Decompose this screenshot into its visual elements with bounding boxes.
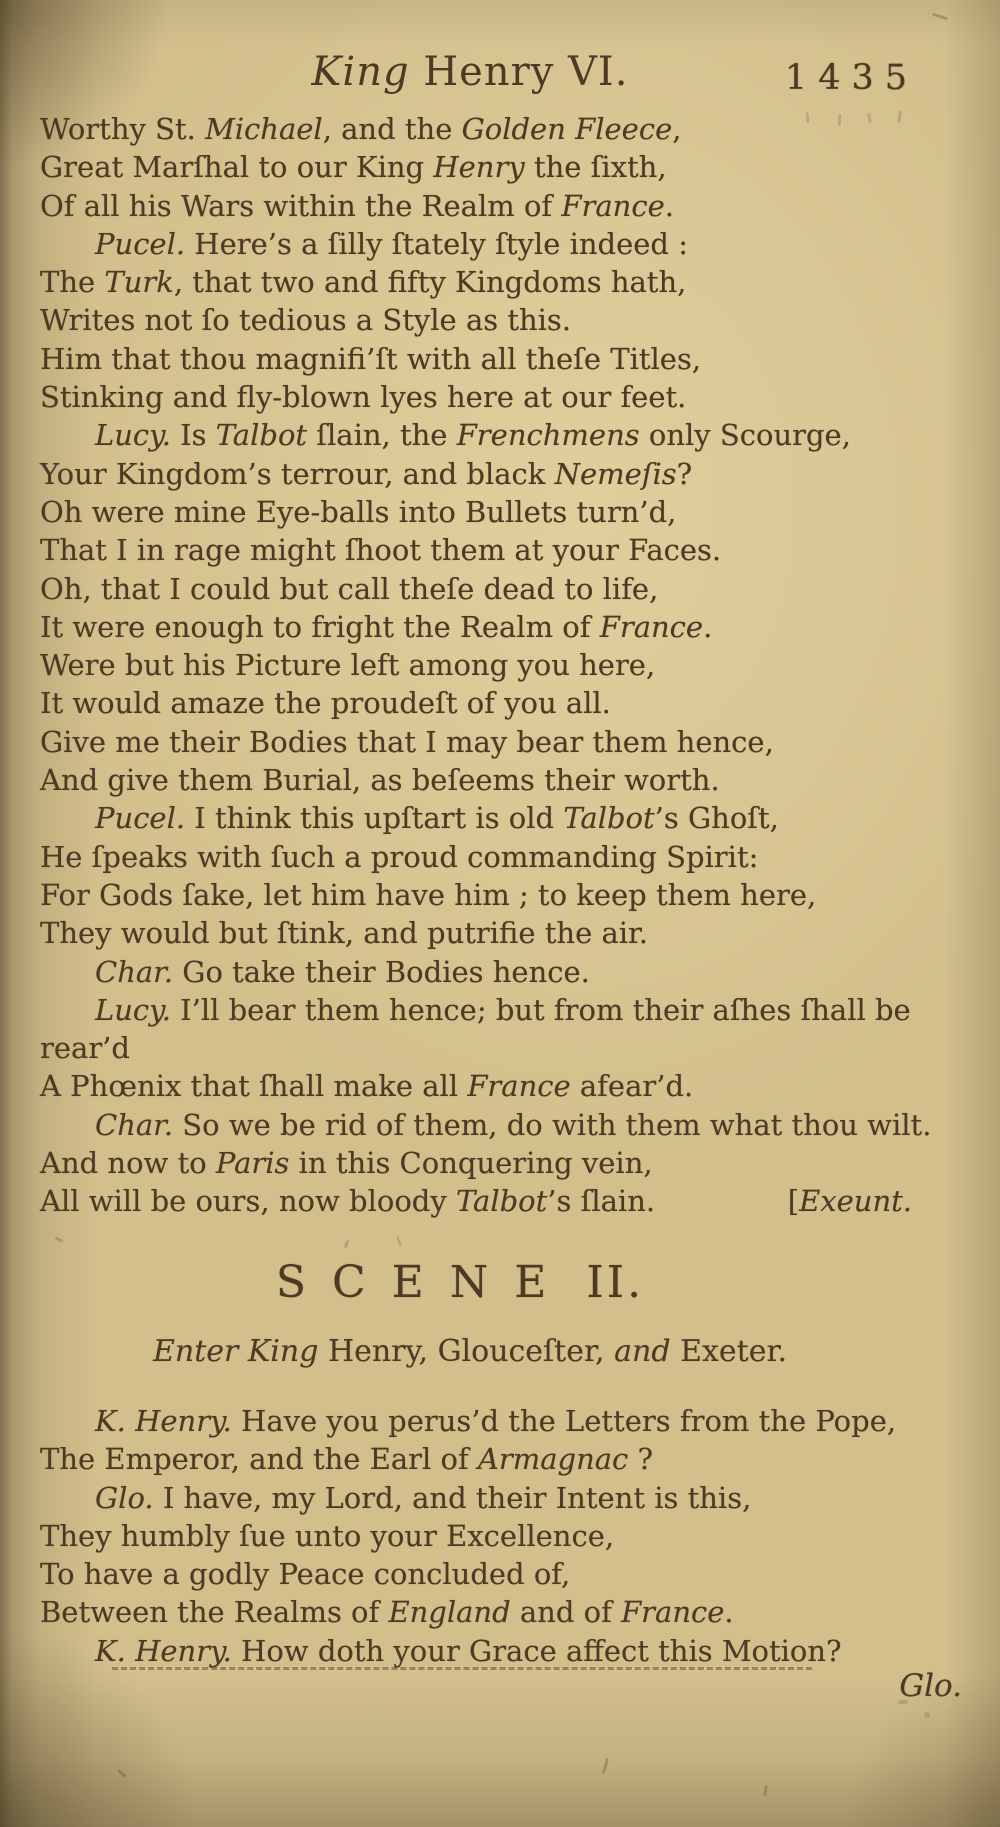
text-line xyxy=(40,799,940,837)
text-run: Stinking and fly-blown lyes here at our feet. xyxy=(40,380,687,415)
text-run: And now to xyxy=(40,1146,216,1181)
text-run: the ſixth, xyxy=(524,150,667,185)
italic-text-run: King xyxy=(311,49,424,95)
text-run: He ſpeaks with ſuch a proud commanding Spirit: xyxy=(40,839,759,874)
text-run: ſlain, the xyxy=(307,418,457,453)
italic-text-run: K. Henry. xyxy=(95,1404,232,1438)
text-run: Oh, that I could but call theſe dead to life, xyxy=(40,571,659,606)
text-line xyxy=(40,914,940,952)
text-line xyxy=(40,646,940,684)
italic-text-run: Talbot xyxy=(215,418,308,453)
text-run: ’s ſlain. xyxy=(547,1184,656,1219)
text-run: It would amaze the proudeſt of you all. xyxy=(40,686,611,721)
scene-heading xyxy=(0,1258,920,1308)
italic-text-run: Char. xyxy=(95,1107,174,1142)
italic-text-run: France xyxy=(599,609,704,644)
text-run: To have a godly Peace concluded of, xyxy=(40,1557,571,1592)
italic-text-run: Pucel. xyxy=(95,801,186,836)
text-run: Is xyxy=(170,418,216,453)
italic-text-run: K. Henry. xyxy=(95,1633,232,1668)
text-run: ’s Ghoſt, xyxy=(654,801,779,836)
catchword: Glo. xyxy=(899,1668,962,1704)
stage-direction xyxy=(0,1332,940,1372)
text-run: So we be rid of them, do with them what thou wilt. xyxy=(173,1107,932,1142)
text-run: I’ll bear them hence; but from their aſhes ſhall be xyxy=(170,992,911,1027)
italic-text-run: Armagnac xyxy=(477,1442,629,1477)
text-line xyxy=(40,1555,940,1593)
text-run: Henry, Glouceſter, xyxy=(327,1334,615,1369)
italic-text-run: Talbot xyxy=(455,1184,548,1219)
text-line xyxy=(40,1067,940,1105)
italic-text-run: Talbot xyxy=(563,801,655,836)
text-line xyxy=(40,991,940,1029)
text-run: A Phœnix that ſhall make all xyxy=(40,1069,468,1104)
text-run: Great Marſhal to our King xyxy=(40,150,434,185)
italic-text-run: Turk xyxy=(104,265,174,300)
text-run: . xyxy=(724,1595,734,1630)
text-run: The xyxy=(40,265,105,300)
text-line xyxy=(40,684,940,722)
italic-text-run: Paris xyxy=(215,1146,290,1181)
text-run: The Emperor, and the Earl of xyxy=(40,1442,478,1477)
text-run: Have you perus’d the Letters from the Pope, xyxy=(231,1404,897,1438)
italic-text-run: Pucel. xyxy=(95,226,186,261)
show-through-dashes xyxy=(112,1667,812,1670)
text-run: only Scourge, xyxy=(639,418,851,453)
text-line xyxy=(40,876,940,914)
text-run: Were but his Picture left among you here, xyxy=(40,648,656,683)
text-run: Of all his Wars within the Realm of xyxy=(40,188,562,223)
text-line xyxy=(40,1029,940,1067)
page-number: 1435 xyxy=(784,58,918,98)
ink-speck xyxy=(924,1712,930,1718)
italic-text-run: Frenchmens xyxy=(456,418,640,453)
text-line xyxy=(40,1593,940,1631)
text-line xyxy=(40,148,940,186)
text-run: All will be ours, now bloody xyxy=(40,1184,456,1219)
text-run: , that two and fifty Kingdoms hath, xyxy=(173,265,687,300)
text-run: , and the xyxy=(322,112,462,146)
text-line xyxy=(40,493,940,531)
text-run: They humbly ſue unto your Excellence, xyxy=(40,1518,615,1553)
italic-text-run: Nemeſis xyxy=(554,456,677,491)
text-line xyxy=(40,1144,940,1182)
italic-text-run: Lucy. xyxy=(95,418,171,453)
text-line xyxy=(40,187,940,225)
italic-text-run: France xyxy=(467,1069,571,1104)
text-line xyxy=(40,761,940,799)
text-run: ? xyxy=(628,1442,654,1477)
text-line xyxy=(40,301,940,339)
text-line xyxy=(40,953,940,991)
text-run: in this Conquering vein, xyxy=(289,1146,653,1181)
text-line xyxy=(40,1440,940,1478)
italic-text-run: Henry xyxy=(433,150,525,185)
text-line xyxy=(40,723,940,761)
text-run: [ xyxy=(787,1184,800,1219)
scene-heading-word: SCENE xyxy=(275,1257,573,1308)
text-run: . xyxy=(703,609,713,644)
text-line xyxy=(40,531,940,569)
text-run: Henry VI. xyxy=(423,49,629,95)
text-line xyxy=(40,1106,940,1144)
italic-text-run: England xyxy=(388,1595,511,1630)
text-line xyxy=(40,455,940,493)
text-run: Oh were mine Eye-balls into Bullets turn’d, xyxy=(40,494,677,529)
ink-speck xyxy=(55,1236,64,1242)
ink-speck xyxy=(117,1769,127,1778)
text-run: It were enough to fright the Realm of xyxy=(40,609,600,644)
italic-text-run: Exeunt. xyxy=(799,1184,912,1219)
italic-text-run: Enter King xyxy=(152,1334,328,1369)
text-line xyxy=(40,1632,940,1670)
text-run: And give them Burial, as beſeems their worth. xyxy=(40,763,720,798)
text-run: I think this upſtart is old xyxy=(185,801,564,836)
text-run: For Gods ſake, let him have him ; to keep them here, xyxy=(40,877,817,912)
ink-speck xyxy=(397,1236,402,1246)
text-line xyxy=(40,1517,940,1555)
scene-heading-numeral: II. xyxy=(586,1257,645,1308)
ink-speck xyxy=(763,1785,768,1796)
text-run: afear’d. xyxy=(570,1069,694,1104)
text-line xyxy=(40,608,940,646)
text-line xyxy=(40,263,940,301)
ink-speck xyxy=(344,1240,350,1249)
text-run: Go take their Bodies hence. xyxy=(173,954,590,989)
text-run: Between the Realms of xyxy=(40,1595,389,1630)
text-run: Exeter. xyxy=(680,1334,788,1369)
text-run: That I in rage might ſhoot them at your Faces. xyxy=(40,533,722,568)
italic-text-run: Glo. xyxy=(95,1480,154,1515)
text-run: Worthy St. xyxy=(40,112,206,146)
italic-text-run: Lucy. xyxy=(95,992,171,1027)
text-run: . xyxy=(664,188,674,223)
ink-speck xyxy=(602,1758,609,1774)
italic-text-run: Char. xyxy=(95,954,174,989)
text-run: Your Kingdom’s terrour, and black xyxy=(40,456,555,491)
text-run: rear’d xyxy=(40,1031,130,1066)
italic-text-run: France xyxy=(621,1595,725,1630)
text-run: and of xyxy=(510,1595,622,1630)
text-run: How doth your Grace affect this Motion? xyxy=(231,1633,842,1668)
text-run: Writes not ſo tedious a Style as this. xyxy=(40,303,572,338)
italic-text-run: and xyxy=(614,1334,681,1369)
scene1-text-block xyxy=(40,110,940,1221)
text-run: ? xyxy=(676,456,693,491)
text-run: Him that thou magnifi’ſt with all theſe Titles, xyxy=(40,341,702,376)
text-run: Here’s a ſilly ſtately ſtyle indeed : xyxy=(185,226,688,261)
text-line xyxy=(40,838,940,876)
scene2-text-block xyxy=(40,1402,940,1670)
text-line xyxy=(40,1182,940,1220)
text-line xyxy=(40,225,940,263)
text-line xyxy=(40,416,940,454)
italic-text-run: Michael xyxy=(205,112,323,146)
text-run: They would but ſtink, and putrifie the air. xyxy=(40,916,648,951)
italic-text-run: France xyxy=(561,188,665,223)
text-line xyxy=(40,570,940,608)
text-run: Give me their Bodies that I may bear them hence, xyxy=(40,724,774,759)
text-line xyxy=(40,1479,940,1517)
italic-text-run: Golden Fleece xyxy=(461,112,673,146)
text-line xyxy=(40,378,940,416)
stage-exit xyxy=(788,1182,912,1220)
text-run: , xyxy=(672,112,682,146)
text-line xyxy=(40,340,940,378)
text-line xyxy=(40,1402,940,1440)
text-run: I have, my Lord, and their Intent is this, xyxy=(153,1480,752,1515)
ink-speck xyxy=(932,13,948,21)
